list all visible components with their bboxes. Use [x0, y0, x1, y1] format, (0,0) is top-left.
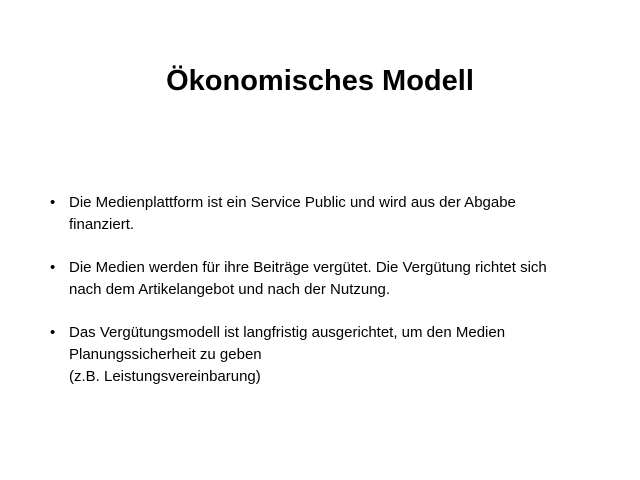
bullet-line: (z.B. Leistungsvereinbarung): [69, 368, 261, 385]
bullet-line: Planungssicherheit zu geben: [69, 346, 262, 363]
bullet-marker-icon: •: [50, 194, 56, 211]
bullet-line: Die Medienplattform ist ein Service Public und wird aus der Abgabe: [69, 194, 516, 211]
bullet-line: finanziert.: [69, 216, 135, 233]
bullet-item: [50, 192, 602, 236]
bullet-text: [69, 192, 602, 236]
bullet-marker-icon: •: [50, 259, 56, 276]
bullet-text: [69, 257, 602, 301]
bullet-item: [50, 322, 602, 388]
bullet-list: [50, 192, 602, 409]
bullet-line: Das Vergütungsmodell ist langfristig ausgerichtet, um den Medien: [69, 324, 506, 341]
bullet-item: [50, 257, 602, 301]
bullet-line: Die Medien werden für ihre Beiträge vergütet. Die Vergütung richtet sich: [69, 259, 547, 276]
bullet-text: [69, 322, 602, 388]
slide-title: Ökonomisches Modell: [166, 65, 474, 98]
bullet-line: nach dem Artikelangebot und nach der Nutzung.: [69, 281, 391, 298]
bullet-marker-icon: •: [50, 324, 56, 341]
